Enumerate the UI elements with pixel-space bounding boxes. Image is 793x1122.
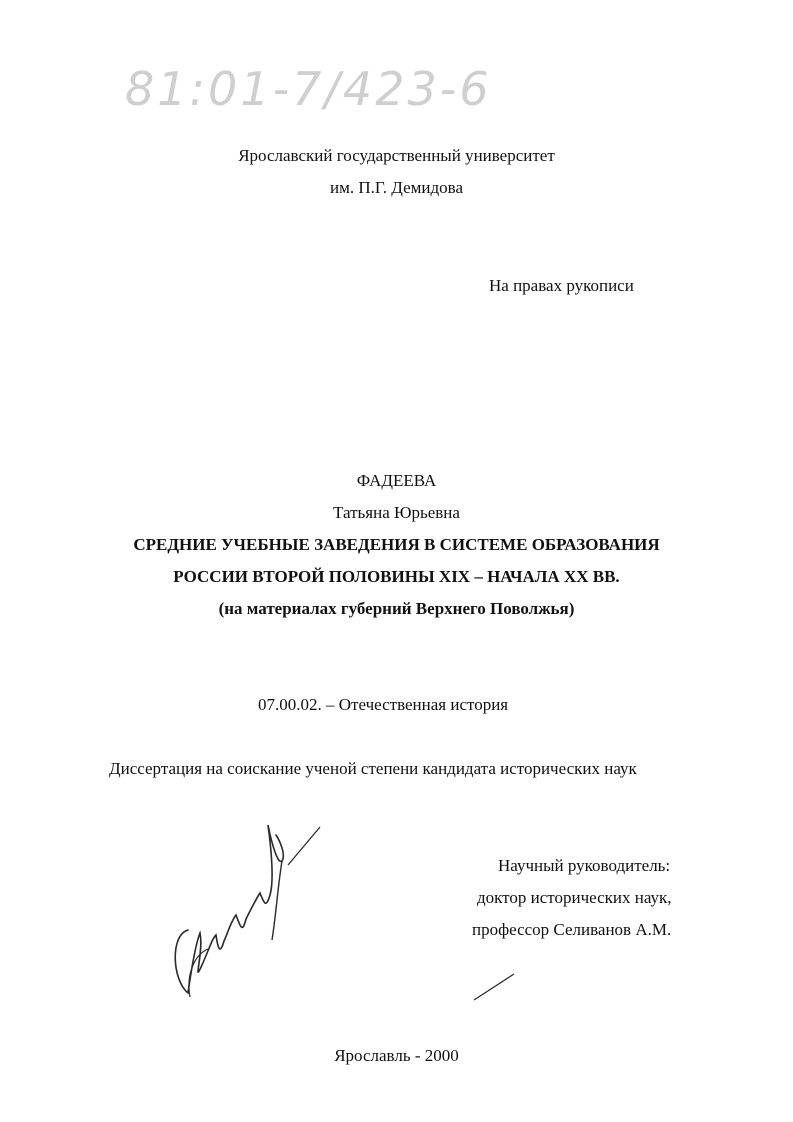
- supervisor-degree: доктор исторических наук,: [477, 888, 672, 907]
- university-namesake: им. П.Г. Демидова: [330, 178, 463, 197]
- place-and-year: Ярославль - 2000: [334, 1046, 459, 1065]
- author-surname: ФАДЕЕВА: [356, 471, 437, 490]
- university-name: Ярославский государственный университет: [238, 146, 555, 165]
- title-subtitle: (на материалах губерний Верхнего Поволжья): [218, 599, 575, 618]
- handwritten-signature: [160, 815, 340, 1015]
- title-line-2: РОССИИ ВТОРОЙ ПОЛОВИНЫ XIX – НАЧАЛА XX ВВ.: [173, 567, 620, 586]
- degree-statement: Диссертация на соискание ученой степени кандидата исторических наук: [109, 759, 637, 778]
- signature-stroke: [470, 970, 520, 1005]
- title-line-1: СРЕДНИЕ УЧЕБНЫЕ ЗАВЕДЕНИЯ В СИСТЕМЕ ОБРАЗОВАНИЯ: [133, 535, 660, 554]
- specialty-code: 07.00.02. – Отечественная история: [258, 695, 509, 714]
- archive-mark: 81:01-7/423-6: [125, 62, 492, 116]
- rights-note: На правах рукописи: [489, 276, 634, 295]
- supervisor-label: Научный руководитель:: [498, 856, 671, 875]
- supervisor-name: профессор Селиванов А.М.: [472, 920, 672, 939]
- author-given-names: Татьяна Юрьевна: [333, 503, 460, 522]
